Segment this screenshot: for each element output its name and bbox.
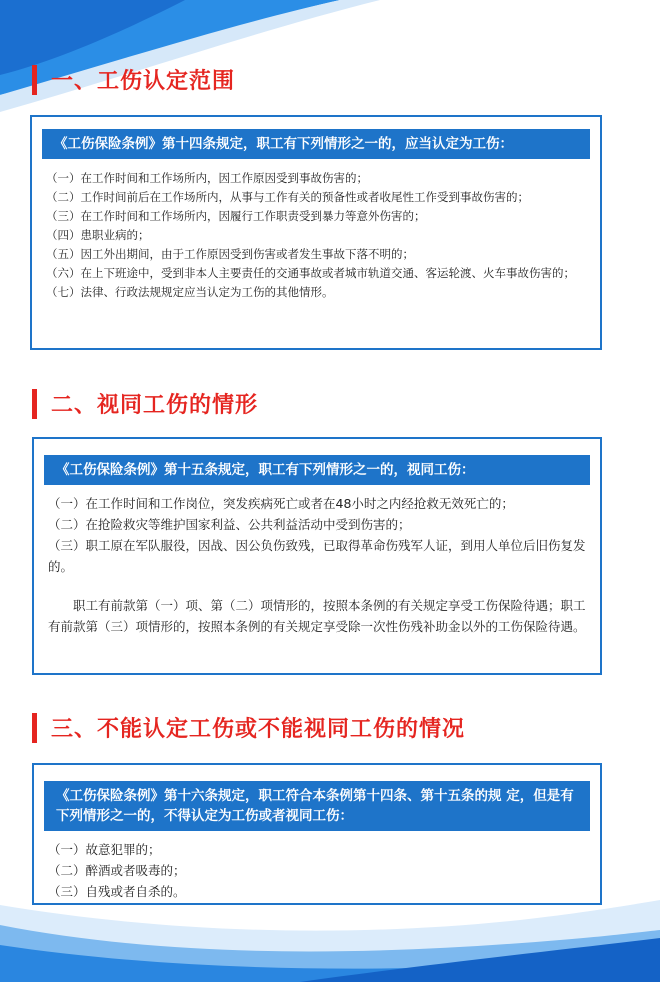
list-item: （一）故意犯罪的； bbox=[48, 842, 161, 857]
list-item: （二）工作时间前后在工作场所内，从事与工作有关的预备性或者收尾性工作受到事故伤害的； bbox=[46, 190, 529, 204]
section-2-title bbox=[32, 388, 258, 419]
section-3-list bbox=[34, 831, 600, 912]
list-item: （三）自残或者自杀的。 bbox=[48, 884, 186, 899]
title-marker-bar bbox=[32, 389, 37, 419]
section-2-box bbox=[32, 437, 602, 675]
list-item: （五）因工外出期间，由于工作原因受到伤害或者发生事故下落不明的； bbox=[46, 247, 414, 261]
section-3-header: 《工伤保险条例》第十六条规定，职工符合本条例第十四条、第十五条的规 定，但是有下列情形之一的，不得认定为工伤或者视同工伤： bbox=[44, 781, 590, 831]
section-3-title-text: 三、不能认定工伤或不能视同工伤的情况 bbox=[51, 717, 466, 742]
section-2-list bbox=[34, 485, 600, 660]
section-3-title bbox=[32, 712, 465, 743]
list-item: （一）在工作时间和工作场所内，因工作原因受到事故伤害的； bbox=[46, 171, 368, 185]
section-1-box bbox=[30, 115, 602, 350]
section-1-title-text: 一、工伤认定范围 bbox=[51, 69, 236, 94]
list-item: （二）在抢险救灾等维护国家利益、公共利益活动中受到伤害的； bbox=[48, 517, 411, 532]
list-item: （二）醉酒或者吸毒的； bbox=[48, 863, 186, 878]
section-3-box bbox=[32, 763, 602, 905]
title-marker-bar bbox=[32, 713, 37, 743]
section-1-header: 《工伤保险条例》第十四条规定，职工有下列情形之一的，应当认定为工伤： bbox=[42, 129, 590, 159]
section-1-list bbox=[32, 159, 600, 312]
section-2-title-text: 二、视同工伤的情形 bbox=[51, 393, 259, 418]
list-item: （四）患职业病的； bbox=[46, 228, 150, 242]
section-1-title bbox=[32, 64, 235, 95]
section-2-header: 《工伤保险条例》第十五条规定，职工有下列情形之一的，视同工伤： bbox=[44, 455, 590, 485]
section-2-paragraph: 职工有前款第（一）项、第（二）项情形的，按照本条例的有关规定享受工伤保险待遇；职工有前款第（三）项情形的，按照本条例的有关规定享受除一次性伤残补助金以外的工伤保险待遇。 bbox=[48, 598, 586, 634]
title-marker-bar bbox=[32, 65, 37, 95]
list-item: （七）法律、行政法规规定应当认定为工伤的其他情形。 bbox=[46, 285, 334, 299]
list-item: （三）在工作时间和工作场所内，因履行工作职责受到暴力等意外伤害的； bbox=[46, 209, 426, 223]
list-item: （六）在上下班途中，受到非本人主要责任的交通事故或者城市轨道交通、客运轮渡、火车事故伤害的； bbox=[46, 266, 575, 280]
list-item: （三）职工原在军队服役，因战、因公负伤致残，已取得革命伤残军人证，到用人单位后旧伤复发的。 bbox=[48, 538, 586, 574]
list-item: （一）在工作时间和工作岗位，突发疾病死亡或者在48小时之内经抢救无效死亡的； bbox=[48, 496, 514, 511]
